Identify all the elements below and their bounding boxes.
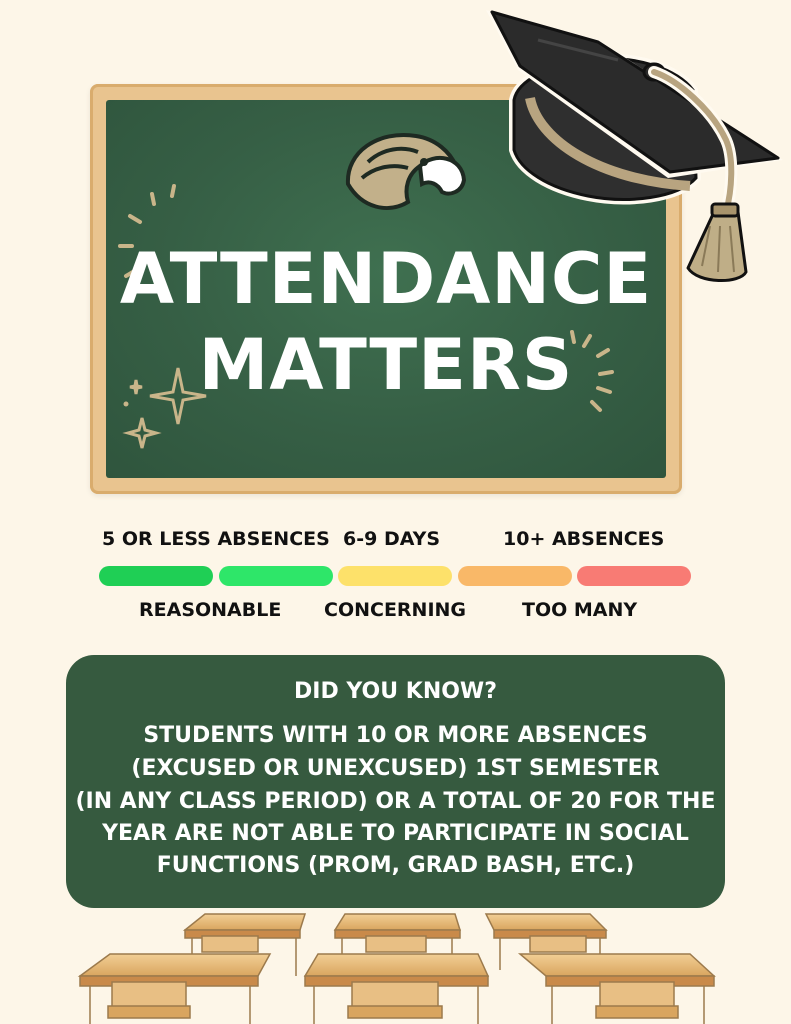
scale-bar-segment-4 (458, 566, 572, 586)
scale-category-too-many: TOO MANY (522, 599, 638, 621)
info-text-line-4: YEAR ARE NOT ABLE TO PARTICIPATE IN SOCIAL (102, 821, 689, 846)
scale-category-concerning: CONCERNING (324, 599, 467, 621)
classroom-desks-illustration (0, 908, 791, 1024)
info-text-line-2: (EXCUSED OR UNEXCUSED) 1ST SEMESTER (131, 756, 660, 781)
info-text-line-1: STUDENTS WITH 10 OR MORE ABSENCES (143, 723, 648, 748)
scale-category-reasonable: REASONABLE (139, 599, 282, 621)
scale-bar-segment-3 (338, 566, 452, 586)
scale-label-mid: 6-9 DAYS (343, 528, 441, 550)
scale-label-high: 10+ ABSENCES (503, 528, 665, 550)
graduation-cap-icon (478, 0, 791, 300)
scale-bar-segment-1 (99, 566, 213, 586)
did-you-know-heading: DID YOU KNOW? (294, 679, 497, 704)
did-you-know-panel (66, 655, 725, 908)
poster-title-line-2: MATTERS (198, 324, 574, 406)
info-text-line-5: FUNCTIONS (PROM, GRAD BASH, ETC.) (156, 853, 635, 878)
scale-bar-segment-2 (219, 566, 333, 586)
scale-label-low: 5 OR LESS ABSENCES (102, 528, 330, 550)
scale-bar-segment-5 (577, 566, 691, 586)
info-text-line-3: (IN ANY CLASS PERIOD) OR A TOTAL OF 20 FOR THE (75, 789, 716, 814)
poster-title-line-1: ATTENDANCE (119, 238, 653, 320)
eagle-head-icon (338, 122, 468, 222)
